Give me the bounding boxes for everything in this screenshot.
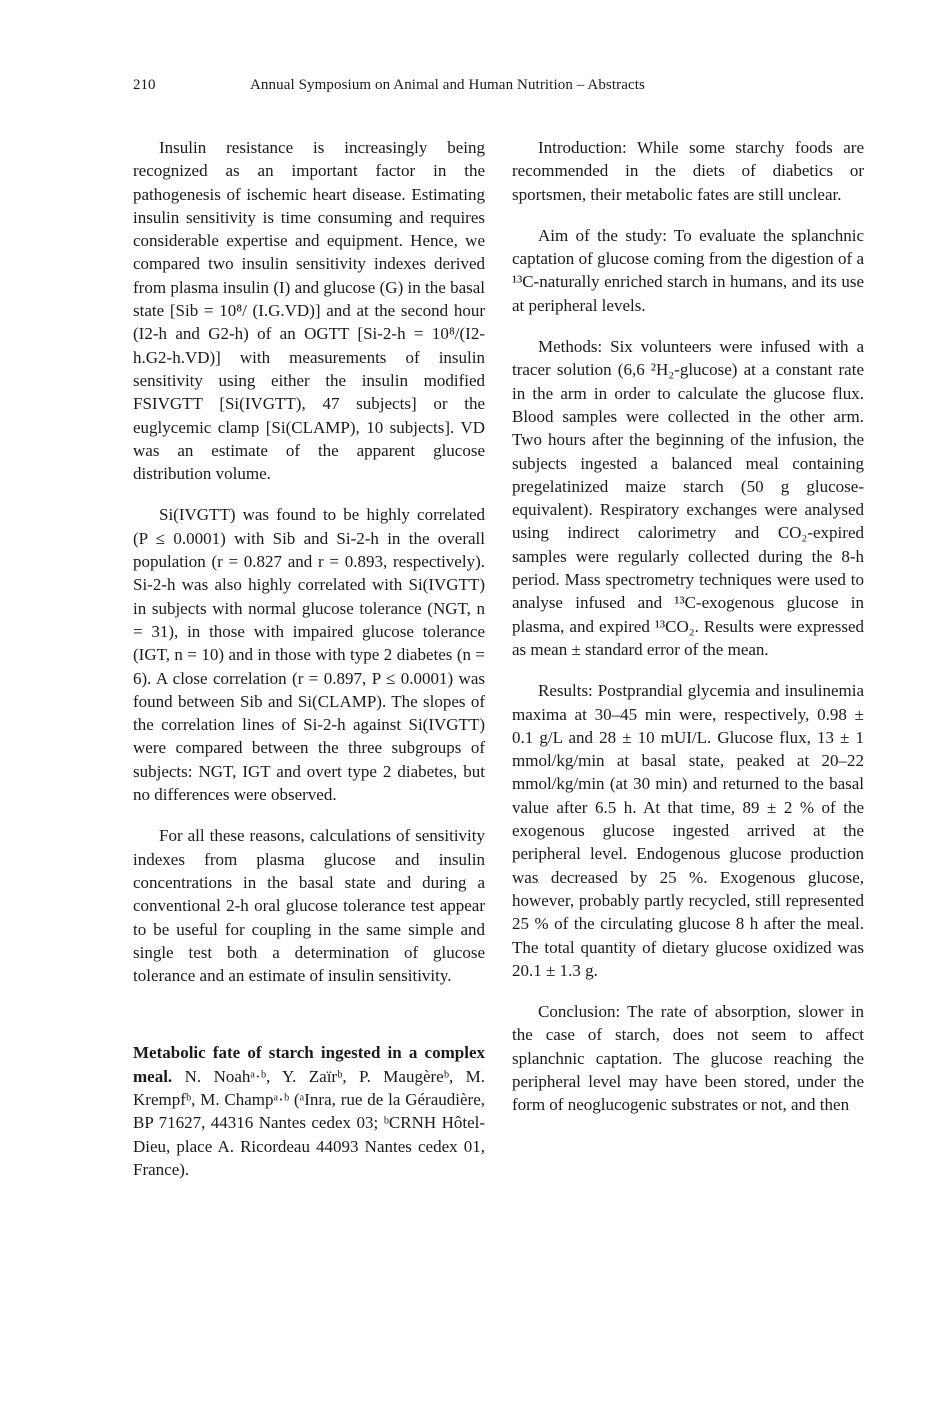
paragraph: Aim of the study: To evaluate the splanchnic captation of glucose coming from the digestion of a ¹³C-naturally enriched starch in humans, and its use at peripheral levels. — [512, 225, 864, 315]
abstract-title: Metabolic fate of starch ingested in a complex meal. — [133, 1043, 485, 1086]
paragraph: For all these reasons, calculations of sensitivity indexes from plasma glucose and insulin concentrations in the basal state and during a conventional 2-h oral glucose tolerance test appear to be useful for coupling in the same simple and single test both a determination of glucose tolerance and an estimate of insulin sensitivity. — [133, 826, 485, 986]
abstract-authors: N. Noahᵃ·ᵇ, Y. Zaïrᵇ, P. Maugèreᵇ, M. Krempfᵇ, M. Champᵃ·ᵇ (ᵃInra, rue de la Géraudière, BP 71627, 44316 Nantes cedex 03; ᵇCRNH Hôtel-Dieu, place A. Ricordeau 44093 Nantes cedex 01, France). — [133, 1066, 485, 1179]
running-head: Annual Symposium on Animal and Human Nutrition – Abstracts — [250, 77, 645, 93]
right-column — [512, 136, 864, 1135]
paragraph: Si(IVGTT) was found to be highly correlated (P ≤ 0.0001) with Sib and Si-2-h in the overall population (r = 0.827 and r = 0.893, respectively). Si-2-h was also highly correlated with Si(IVGTT) in subjects with normal glucose tolerance (NGT, n = 31), in those with impaired glucose tolerance (IGT, n = 10) and in those with type 2 diabetes (n = 6). A close correlation (r = 0.897, P ≤ 0.0001) was found between Sib and Si(CLAMP). The slopes of the correlation lines of Si-2-h against Si(IVGTT) were compared between the three subgroups of subjects: NGT, IGT and overt type 2 diabetes, but no differences were observed. — [133, 505, 485, 805]
paragraph: Conclusion: The rate of absorption, slower in the case of starch, does not seem to affect splanchnic captation. The glucose reaching the peripheral level may have been stored, under the form of neoglucogenic substrates or not, and then — [512, 1002, 864, 1115]
paragraph: Insulin resistance is increasingly being recognized as an important factor in the pathogenesis of ischemic heart disease. Estimating insulin sensitivity is time consuming and requires considerable expertise and equipment. Hence, we compared two insulin sensitivity indexes derived from plasma insulin (I) and glucose (G) in the basal state [Sib = 10⁸/ (I.G.VD)] and at the second hour (I2-h and G2-h) of an OGTT [Si-2-h = 10⁸/(I2-h.G2-h.VD)] with measurements of insulin sensitivity using either the insulin modified FSIVGTT [Si(IVGTT), 47 subjects] or the euglycemic clamp [Si(CLAMP), 10 subjects]. VD was an estimate of the apparent glucose distribution volume. — [133, 138, 485, 484]
page-number: 210 — [133, 77, 156, 93]
paragraph: Introduction: While some starchy foods are recommended in the diets of diabetics or sportsmen, their metabolic fates are still unclear. — [512, 138, 864, 204]
spacer — [133, 1005, 485, 1041]
abstract-heading — [133, 1041, 485, 1181]
left-column — [133, 136, 485, 1199]
paragraph: Methods: Six volunteers were infused with a tracer solution (6,6 ²H₂-glucose) at a constant rate in the arm in order to calculate the glucose flux. Blood samples were collected in the other arm. Two hours after the beginning of the infusion, the subjects ingested a balanced meal containing pregelatinized maize starch (50 g glucose-equivalent). Respiratory exchanges were analysed using indirect calorimetry and CO₂-expired samples were regularly collected during the 8-h period. Mass spectrometry techniques were used to analyse infused and ¹³C-exogenous glucose in plasma, and expired ¹³CO₂. Results were expressed as mean ± standard error of the mean. — [512, 337, 864, 659]
paragraph: Results: Postprandial glycemia and insulinemia maxima at 30–45 min were, respectively, 0.98 ± 0.1 g/L and 28 ± 10 mUI/L. Glucose flux, 13 ± 1 mmol/kg/min at basal state, peaked at 20–22 mmol/kg/min (at 30 min) and returned to the basal value after 6.5 h. At that time, 89 ± 2 % of the exogenous glucose ingested arrived at the peripheral level. Endogenous glucose production was decreased by 25 %. Exogenous glucose, however, probably partly recycled, still represented 25 % of the circulating glucose 8 h after the meal. The total quantity of dietary glucose oxidized was 20.1 ± 1.3 g. — [512, 681, 864, 980]
